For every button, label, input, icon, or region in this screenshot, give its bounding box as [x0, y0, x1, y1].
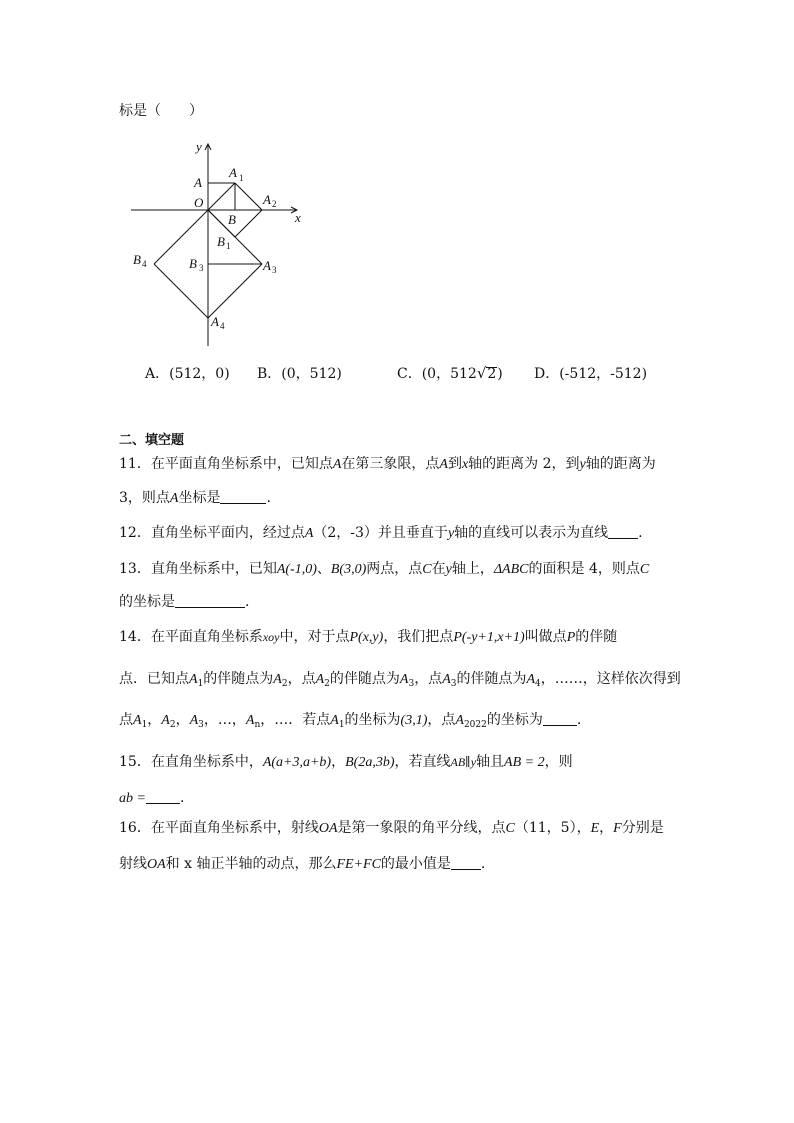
- question-10-choices: [145, 363, 665, 383]
- svg-text:A: A: [211, 314, 219, 329]
- segment-A2-B1: [235, 210, 262, 237]
- svg-text:A: A: [263, 258, 271, 273]
- label-B: B: [228, 212, 236, 227]
- question-10-figure: [125, 140, 355, 355]
- label-A3: [262, 258, 277, 275]
- question-16-line-2: 射线OA和 x 轴正半轴的动点，那么FE+FC的最小值是 .: [119, 856, 486, 872]
- question-14-line-1: 14．在平面直角坐标系xoy中，对于点P(x,y)，我们把点P(-y+1,x+1)叫做点P的伴随: [119, 629, 618, 645]
- svg-text:4: 4: [142, 259, 147, 269]
- svg-text:3: 3: [272, 265, 277, 275]
- question-11-line-1: 11．在平面直角坐标系中，已知点A在第三象限，点A到x轴的距离为 2，到y轴的距离为: [119, 456, 656, 472]
- question-14-line-3: 点$A_1$，$A_2$，$A_3$，…，$A_n$，…．若点$A_1$的坐标为(3,1)，点$A_{2022}$的坐标为 .: [119, 712, 582, 730]
- label-y: y: [196, 140, 202, 154]
- question-15-line-1: 15．在直角坐标系中，A(a+3,a+b)，B(2a,3b)，若直线AB∥y轴且AB = 2，则: [119, 754, 573, 770]
- svg-text:1: 1: [226, 241, 231, 251]
- segment-O-A1: [208, 183, 235, 210]
- svg-text:4: 4: [220, 321, 225, 331]
- answer-blank-16[interactable]: [451, 855, 481, 870]
- segment-O-B4: [154, 210, 208, 264]
- svg-text:B: B: [217, 234, 225, 249]
- svg-text:3: 3: [199, 263, 204, 273]
- choice-d[interactable]: D．(-512，-512): [534, 366, 648, 382]
- answer-blank-12[interactable]: [608, 524, 638, 539]
- answer-blank-13[interactable]: [175, 593, 245, 608]
- label-B3: [189, 256, 204, 273]
- label-A4: [210, 314, 225, 331]
- choice-a[interactable]: A．(512，0): [145, 366, 230, 382]
- question-10-tail: 标是（ ）: [119, 103, 203, 119]
- label-B4: [133, 252, 147, 269]
- segment-A1-A2: [235, 183, 262, 210]
- label-A: A: [194, 175, 202, 190]
- segment-A3-A4: [208, 264, 262, 318]
- label-x: x: [295, 210, 301, 225]
- section-title: 二、填空题: [119, 433, 185, 448]
- question-14-line-2: 点．已知点$A_1$的伴随点为$A_2$，点$A_2$的伴随点为$A_3$，点$A_3$的伴随点为$A_4$，……，这样依次得到: [119, 671, 681, 689]
- answer-blank-14[interactable]: [543, 711, 577, 726]
- svg-text:B: B: [189, 256, 197, 271]
- question-13-line-1: 13．直角坐标系中，已知A(-1,0)、B(3,0)两点，点C在y轴上，ΔABC的面积是 4，则点C: [119, 561, 650, 577]
- answer-blank-15[interactable]: [146, 789, 180, 804]
- question-12: 12．直角坐标平面内，经过点A（2，-3）并且垂直于y轴的直线可以表示为直线 .: [119, 525, 643, 541]
- svg-text:1: 1: [239, 173, 244, 183]
- choice-b[interactable]: B．(0，512): [257, 366, 342, 382]
- question-11-line-2: 3，则点A坐标是 .: [119, 490, 271, 506]
- question-15-line-2: ab = .: [119, 790, 185, 806]
- label-A2: [262, 192, 277, 209]
- svg-text:A: A: [229, 165, 237, 180]
- question-13-line-2: 的坐标是 .: [119, 594, 250, 610]
- label-B1: [217, 234, 231, 251]
- label-O: O: [194, 195, 204, 210]
- question-16-line-1: 16．在平面直角坐标系中，射线OA是第一象限的角平分线，点C（11，5），E，F分别是: [119, 820, 664, 836]
- svg-text:A: A: [263, 192, 271, 207]
- svg-text:2: 2: [272, 199, 277, 209]
- svg-text:B: B: [133, 252, 141, 267]
- choice-c[interactable]: C．(0，512√2): [397, 364, 503, 382]
- label-A1: [228, 165, 244, 183]
- answer-blank-11[interactable]: [220, 489, 266, 504]
